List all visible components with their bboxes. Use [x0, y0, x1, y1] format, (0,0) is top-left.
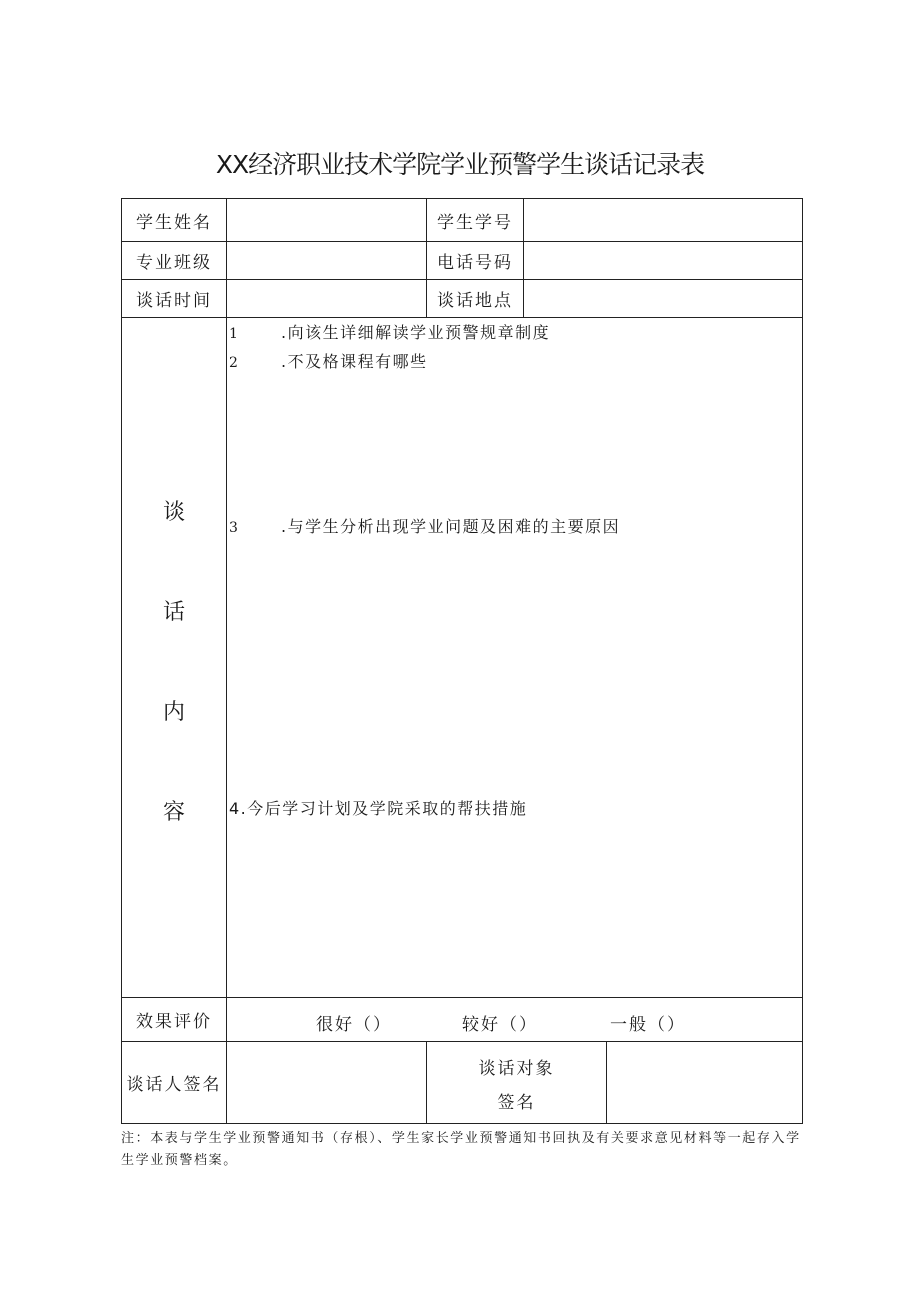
talk-place-label: 谈话地点 — [437, 291, 513, 311]
content-label-char-4: 容 — [162, 800, 185, 825]
content-item-3 — [229, 514, 620, 537]
target-signature-label-line1: 谈话对象 — [478, 1058, 555, 1079]
target-signature-field[interactable] — [607, 1042, 802, 1123]
content-item-2-num: 2 — [229, 355, 240, 371]
student-name-field[interactable] — [227, 199, 426, 241]
page-title: XX经济职业技术学院学业预警学生谈话记录表 — [215, 150, 705, 179]
major-class-field[interactable] — [227, 242, 426, 279]
talker-signature-field[interactable] — [227, 1042, 426, 1123]
talk-time-label: 谈话时间 — [136, 291, 212, 311]
student-id-field[interactable] — [524, 199, 802, 241]
content-item-4 — [229, 796, 527, 819]
major-class-label: 专业班级 — [136, 253, 212, 273]
content-label-char-2: 话 — [162, 600, 185, 625]
talk-time-field[interactable] — [227, 280, 426, 317]
content-label-char-3: 内 — [162, 700, 185, 725]
content-item-4-text: 4.今后学习计划及学院采取的帮扶措施 — [229, 799, 528, 818]
phone-field[interactable] — [524, 242, 802, 279]
content-item-2-text: .不及格课程有哪些 — [281, 352, 428, 371]
evaluation-label: 效果评价 — [136, 1012, 212, 1032]
talker-signature-label: 谈话人签名 — [126, 1075, 222, 1095]
rating-average[interactable]: 一般（） — [610, 1015, 686, 1035]
content-item-1-num: 1 — [229, 326, 240, 342]
content-item-2 — [229, 349, 428, 372]
rating-very-good[interactable]: 很好（） — [316, 1015, 392, 1035]
footnote: 注：本表与学生学业预警通知书（存根）、学生家长学业预警通知书回执及有关要求意见材料等一起存入学生学业预警档案。 — [121, 1131, 801, 1168]
content-item-1-text: .向该生详细解读学业预警规章制度 — [281, 323, 551, 342]
content-item-3-text: .与学生分析出现学业问题及困难的主要原因 — [281, 517, 621, 536]
content-label-char-1: 谈 — [162, 500, 185, 525]
student-id-label: 学生学号 — [437, 212, 513, 233]
talk-record-form — [121, 198, 803, 1124]
content-item-1 — [229, 320, 550, 343]
rating-good[interactable]: 较好（） — [462, 1015, 538, 1035]
target-signature-label-line2: 签名 — [497, 1092, 536, 1113]
content-item-3-num: 3 — [229, 520, 240, 536]
talk-place-field[interactable] — [524, 280, 802, 317]
student-name-label: 学生姓名 — [136, 212, 212, 233]
phone-label: 电话号码 — [437, 253, 513, 273]
talk-content-area[interactable] — [227, 318, 802, 997]
